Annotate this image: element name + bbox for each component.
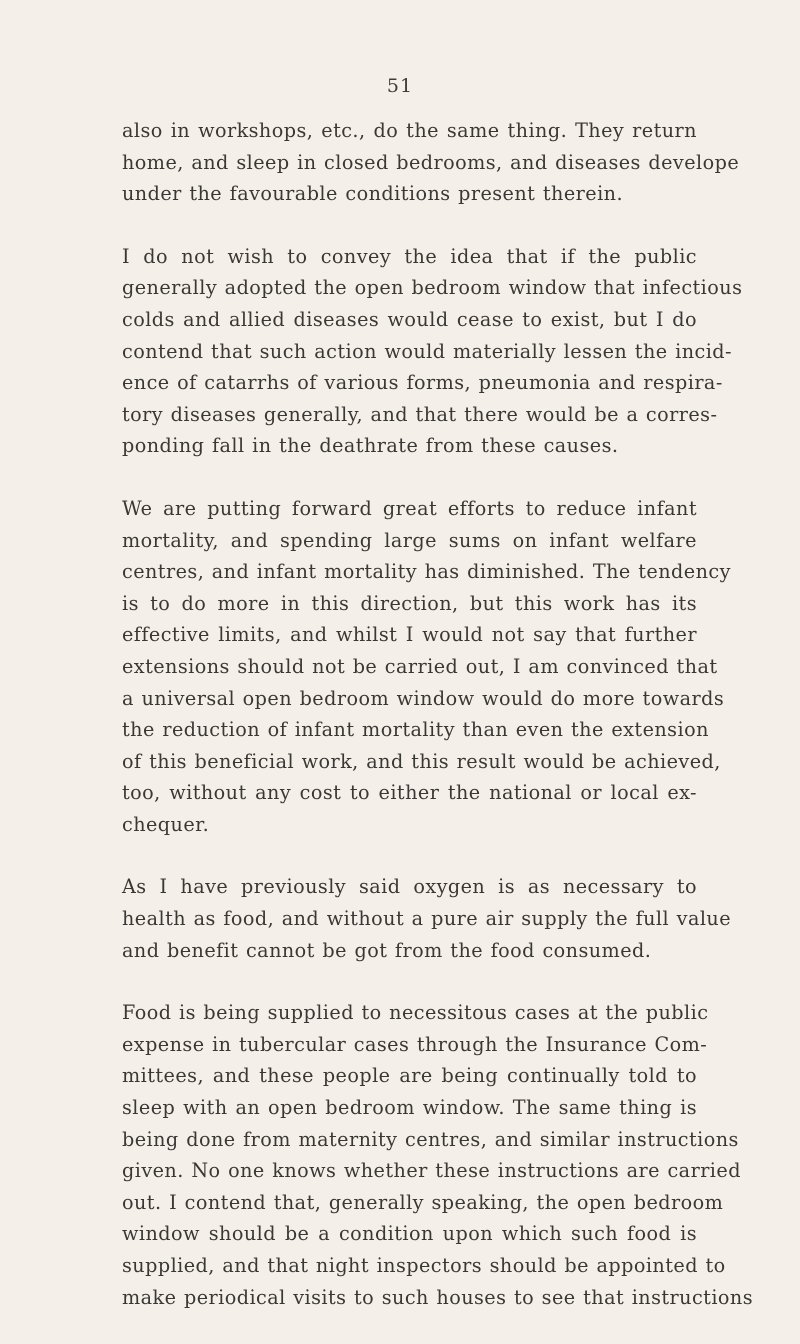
paragraph-5-line-8: window should be a condition upon which such food is [122, 1222, 697, 1246]
paragraph-4 [122, 871, 732, 966]
paragraph-5-line-7: out. I contend that, generally speaking, the open bedroom [122, 1190, 724, 1214]
page-number: 51 [386, 75, 414, 97]
paragraph-3-line-4: is to do more in this direction, but this work has its [122, 591, 697, 615]
paragraph-5-line-1: Food is being supplied to necessitous cases at the public [122, 1001, 709, 1025]
paragraph-3-line-1: We are putting forward great efforts to reduce infant [122, 496, 697, 520]
paragraph-2-line-1: I do not wish to convey the idea that if the public [122, 244, 697, 268]
paragraph-3-line-3: centres, and infant mortality has diminished. The tendency [122, 560, 731, 584]
paragraph-1-line-1: also in workshops, etc., do the same thing. They return [122, 119, 697, 142]
paragraph-5-line-2: expense in tubercular cases through the Insurance Com- [122, 1032, 708, 1056]
paragraph-1-line-2: home, and sleep in closed bedrooms, and diseases develope [122, 150, 740, 174]
paragraph-2-line-3: colds and allied diseases would cease to exist, but I do [122, 307, 697, 331]
paragraph-4-line-1: As I have previously said oxygen is as necessary to [122, 875, 697, 899]
paragraph-2-line-4: contend that such action would materially lessen the incid- [122, 339, 732, 363]
paragraph-1 [122, 115, 740, 210]
paragraph-3-line-8: the reduction of infant mortality than even the extension [122, 718, 709, 742]
paragraph-5-line-6: given. No one knows whether these instructions are carried [122, 1159, 741, 1183]
paragraph-3-line-11: chequer. [122, 812, 210, 836]
paragraph-3 [122, 493, 731, 841]
paragraph-4-line-2: health as food, and without a pure air supply the full value [122, 907, 732, 931]
paragraph-3-line-6: extensions should not be carried out, I am convinced that [122, 654, 718, 678]
paragraph-5-line-9: supplied, and that night inspectors should be appointed to [122, 1254, 726, 1277]
paragraph-2 [122, 241, 743, 462]
paragraph-3-line-10: too, without any cost to either the national or local ex- [122, 781, 697, 805]
paragraph-5 [122, 997, 754, 1313]
paragraph-3-line-9: of this beneficial work, and this result would be achieved, [122, 749, 721, 773]
paragraph-1-line-3: under the favourable conditions present therein. [122, 182, 624, 206]
paragraph-5-line-5: being done from maternity centres, and similar instructions [122, 1127, 739, 1151]
paragraph-3-line-7: a universal open bedroom window would do more towards [122, 686, 725, 710]
paragraph-2-line-7: ponding fall in the deathrate from these causes. [122, 434, 619, 458]
paragraph-3-line-5: effective limits, and whilst I would not say that further [122, 623, 697, 647]
paragraph-2-line-5: ence of catarrhs of various forms, pneumonia and respira- [122, 371, 723, 395]
paragraph-2-line-6: tory diseases generally, and that there would be a corres- [122, 402, 718, 426]
paragraph-5-line-3: mittees, and these people are being continually told to [122, 1064, 697, 1088]
paragraph-2-line-2: generally adopted the open bedroom window that infectious [122, 276, 743, 300]
paragraph-3-line-2: mortality, and spending large sums on infant welfare [122, 528, 697, 552]
body-text [122, 115, 754, 1344]
paragraph-4-line-3: and benefit cannot be got from the food consumed. [122, 938, 652, 962]
paragraph-5-line-10: make periodical visits to such houses to see that instructions [122, 1285, 754, 1309]
paragraph-5-line-4: sleep with an open bedroom window. The same thing is [122, 1096, 697, 1120]
